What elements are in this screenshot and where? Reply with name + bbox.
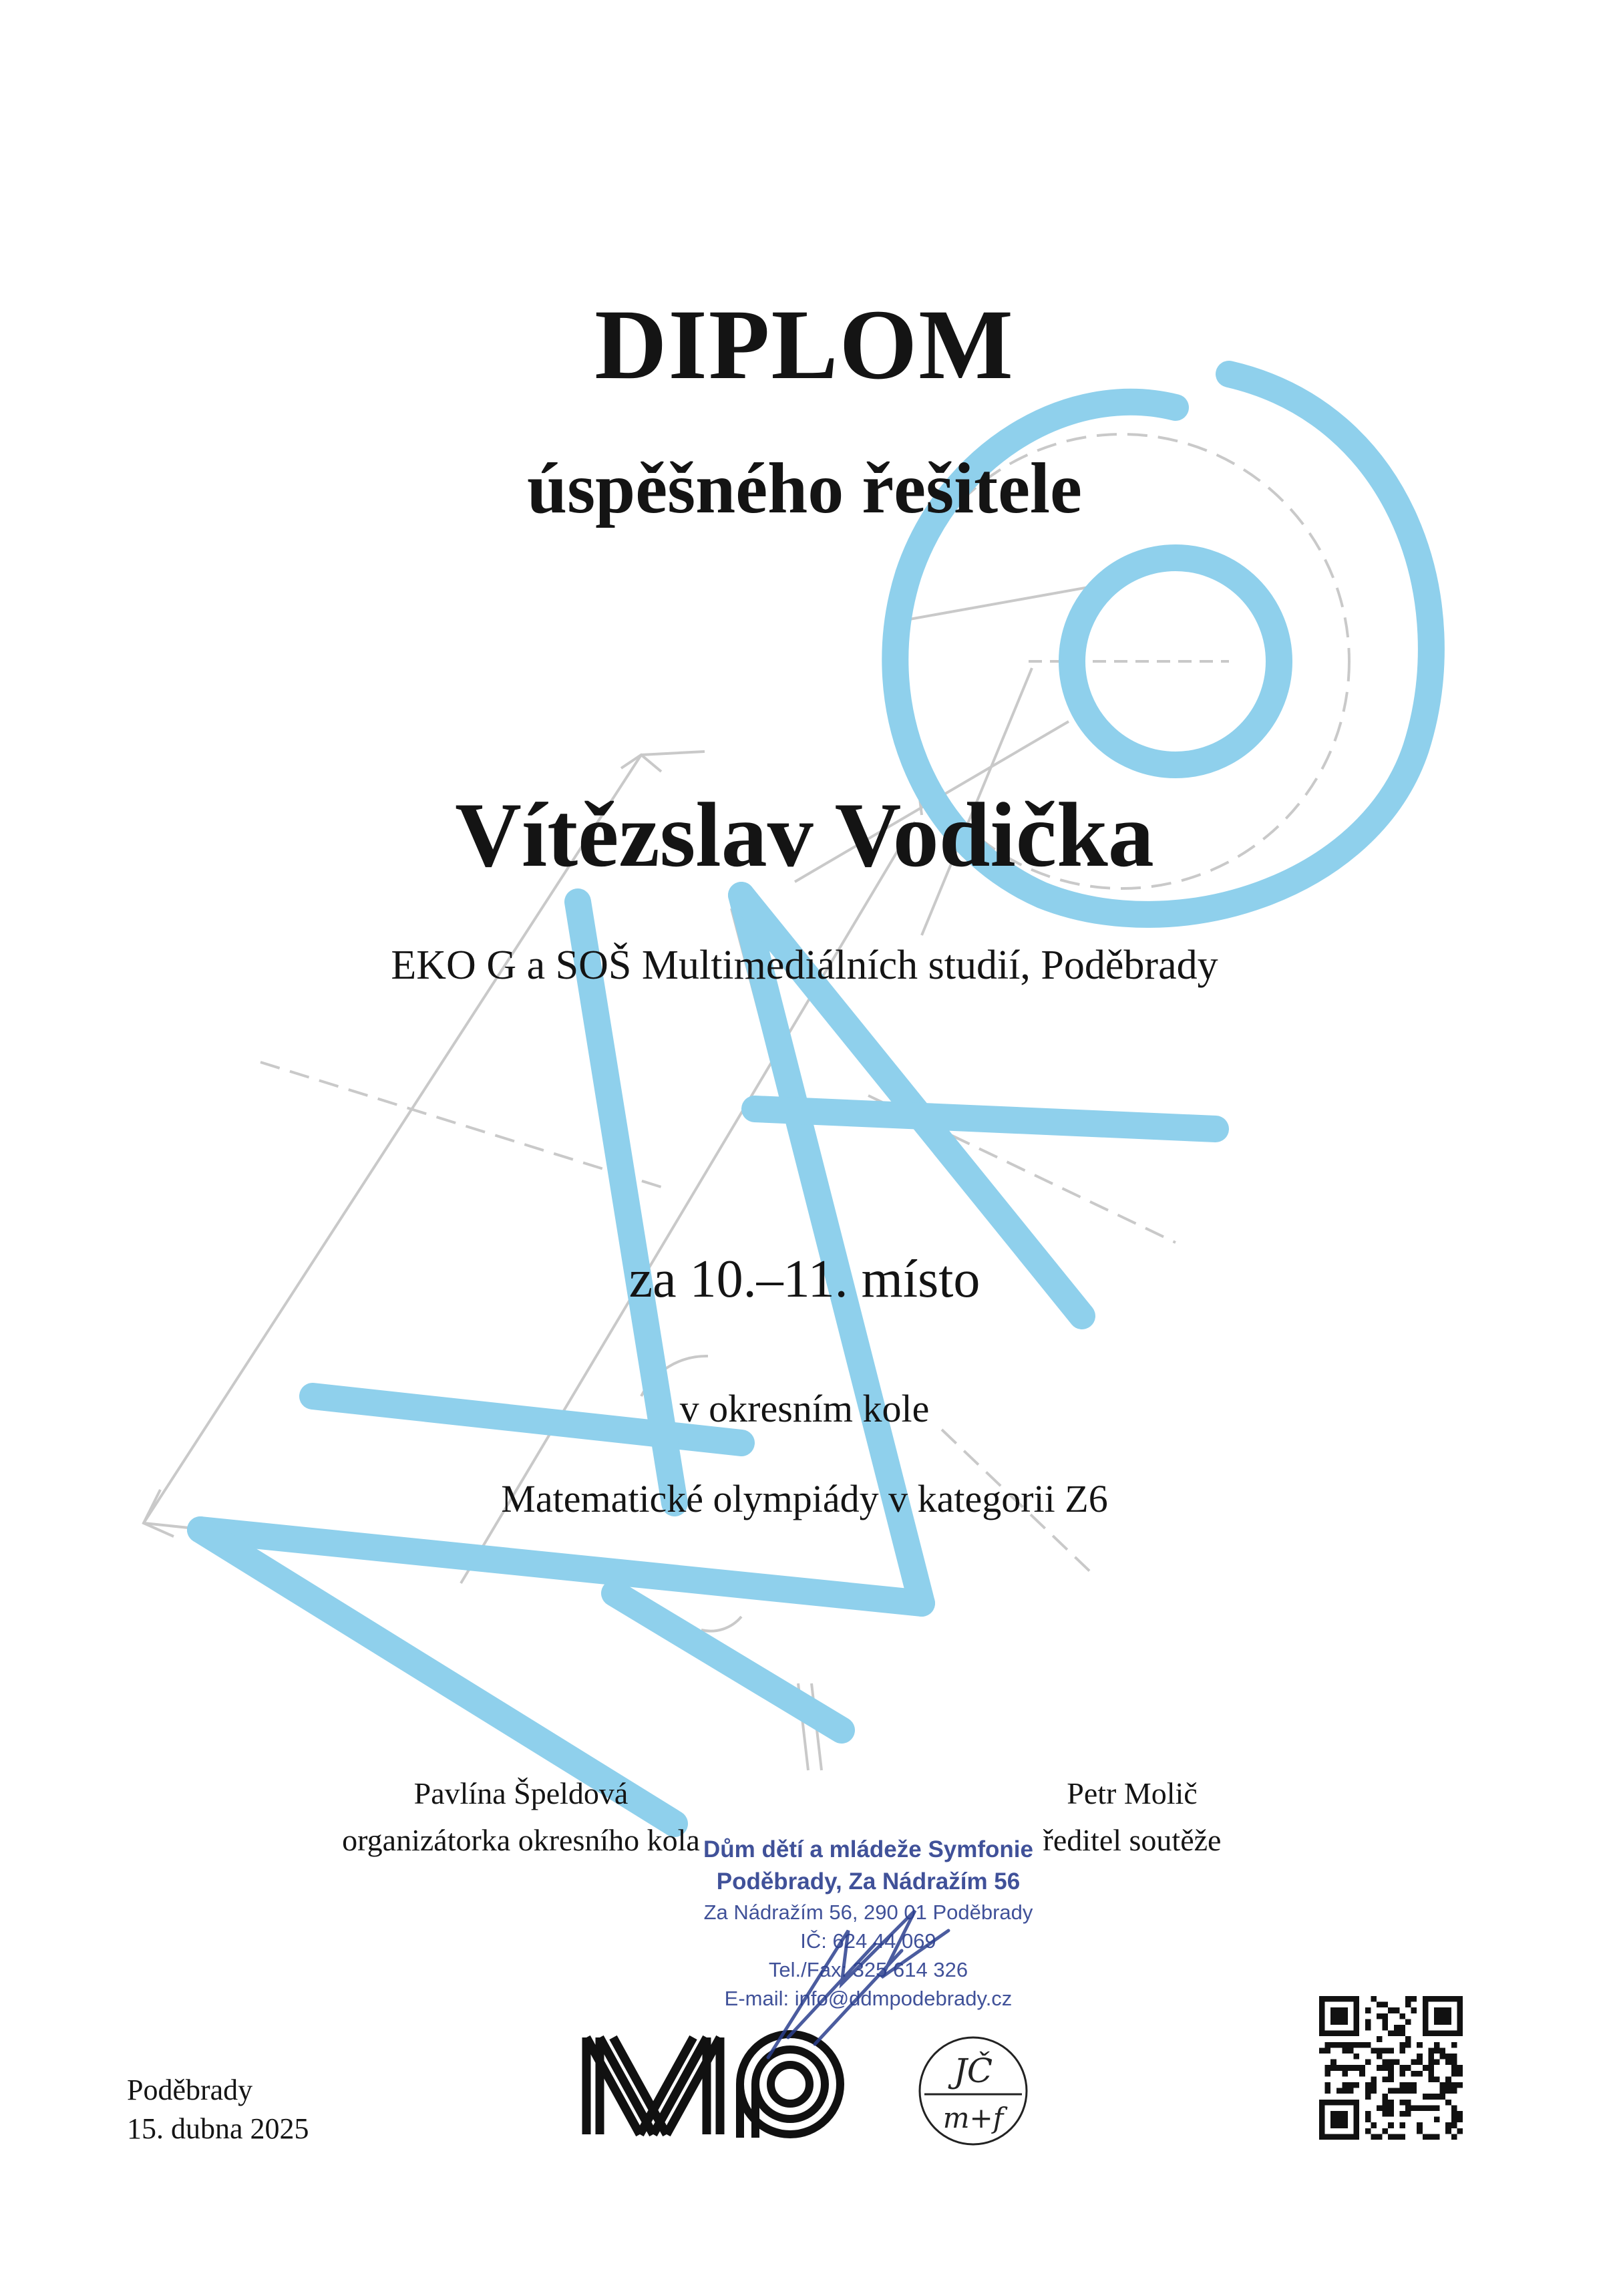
diploma-title: DIPLOM bbox=[594, 289, 1015, 400]
handwritten-signature-icon bbox=[748, 1904, 962, 2064]
signer-role-right: ředitel soutěže bbox=[1043, 1823, 1222, 1857]
stamp-line-3: Za Nádražím 56, 290 01 Poděbrady bbox=[703, 1901, 1033, 1924]
round-text: v okresním kole bbox=[679, 1387, 930, 1430]
jcmf-logo-top-text: JČ bbox=[953, 2052, 993, 2090]
place-text: Poděbrady bbox=[127, 2074, 253, 2106]
signer-role-left: organizátorka okresního kola bbox=[342, 1823, 700, 1857]
date-text: 15. dubna 2025 bbox=[127, 2112, 309, 2145]
signer-name-right: Petr Molič bbox=[1067, 1776, 1198, 1810]
school-name: EKO G a SOŠ Multimediálních studií, Poděbrady bbox=[391, 943, 1218, 988]
stamp-line-2: Poděbrady, Za Nádražím 56 bbox=[716, 1868, 1021, 1895]
jcmf-logo-bottom-text: m+f bbox=[942, 2102, 1004, 2134]
qr-code-icon bbox=[1319, 1996, 1463, 2140]
stamp-line-5: Tel./Fax: 325 614 326 bbox=[768, 1958, 968, 1981]
diploma-subtitle: úspěšného řešitele bbox=[527, 449, 1082, 528]
place-and-date bbox=[127, 2071, 309, 2148]
competition-text: Matematické olympiády v kategorii Z6 bbox=[501, 1477, 1108, 1520]
stamp-line-1: Dům dětí a mládeže Symfonie bbox=[703, 1836, 1034, 1862]
stamp-line-4: IČ: 624 44 069 bbox=[800, 1929, 936, 1953]
recipient-name: Vítězslav Vodička bbox=[455, 784, 1154, 886]
placement-text: za 10.–11. místo bbox=[629, 1250, 980, 1309]
stamp-line-6: E-mail: info@ddmpodebrady.cz bbox=[724, 1987, 1013, 2010]
signer-name-left: Pavlína Špeldová bbox=[413, 1776, 629, 1810]
